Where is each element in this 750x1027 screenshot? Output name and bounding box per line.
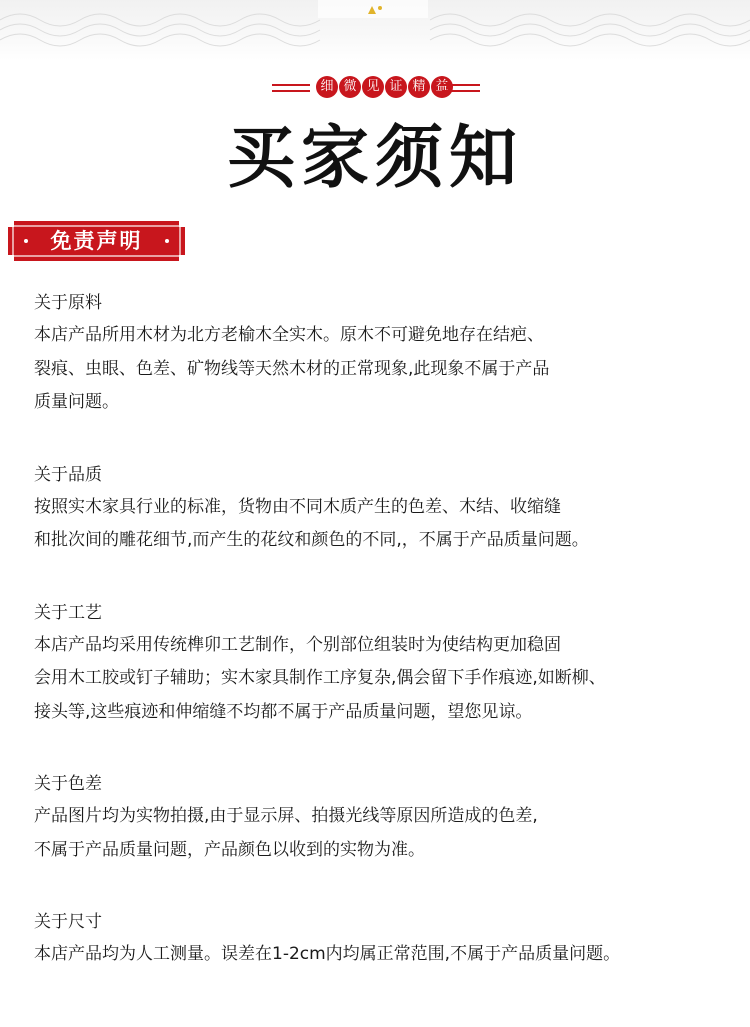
badge-line-left	[272, 84, 310, 92]
section-color-difference	[34, 768, 734, 867]
paragraph-line: 不属于产品质量问题，产品颜色以收到的实物为准。	[34, 839, 425, 860]
wave-pattern	[0, 0, 750, 60]
badge-chars	[316, 76, 453, 98]
notice-content	[34, 287, 734, 1011]
badge-char: 细	[316, 76, 338, 98]
section-heading: 关于色差	[34, 774, 102, 794]
subtitle-badge-row	[0, 75, 750, 101]
section-materials	[34, 287, 734, 420]
paragraph-line: 和批次间的雕花细节,而产生的花纹和颜色的不同,，不属于产品质量问题。	[34, 530, 589, 550]
badge-char: 益	[431, 76, 453, 98]
section-heading: 关于原料	[34, 293, 102, 313]
page-title: 买家须知	[226, 119, 523, 198]
paragraph-line: 本店产品所用木材为北方老榆木全实木。原木不可避免地存在结疤、	[34, 325, 544, 345]
badge-line-right	[442, 84, 480, 92]
paragraph-line: 质量问题。	[34, 392, 119, 412]
section-heading: 关于尺寸	[34, 912, 102, 932]
section-quality	[34, 459, 734, 558]
section-craftsmanship	[34, 597, 734, 730]
disclaimer-tag	[8, 221, 185, 261]
paragraph-line: 会用木工胶或钉子辅助；实木家具制作工序复杂,偶会留下手作痕迹,如断柳、	[34, 668, 606, 688]
disclaimer-tag-label: 免责声明	[50, 229, 143, 253]
badge-char: 见	[362, 76, 384, 98]
badge-char: 证	[385, 76, 407, 98]
section-heading: 关于品质	[34, 464, 102, 485]
badge-char: 微	[339, 76, 361, 98]
paragraph-line: 接头等,这些痕迹和伸缩缝不均都不属于产品质量问题，望您见谅。	[34, 701, 533, 722]
paragraph-line: 按照实木家具行业的标准，货物由不同木质产生的色差、木结、收缩缝	[34, 496, 561, 517]
paragraph-line: 本店产品均为人工测量。误差在1-2cm内均属正常范围,不属于产品质量问题。	[34, 944, 621, 964]
section-dimensions	[34, 906, 734, 972]
section-heading: 关于工艺	[34, 602, 102, 623]
paragraph-line: 本店产品均采用传统榫卯工艺制作，个别部位组装时为使结构更加稳固	[34, 634, 561, 655]
paragraph-line: 裂痕、虫眼、色差、矿物线等天然木材的正常现象,此现象不属于产品	[34, 358, 550, 379]
badge-char: 精	[408, 76, 430, 98]
decorative-wave-band	[0, 0, 750, 60]
paragraph-line: 产品图片均为实物拍摄,由于显示屏、拍摄光线等原因所造成的色差,	[34, 806, 538, 826]
